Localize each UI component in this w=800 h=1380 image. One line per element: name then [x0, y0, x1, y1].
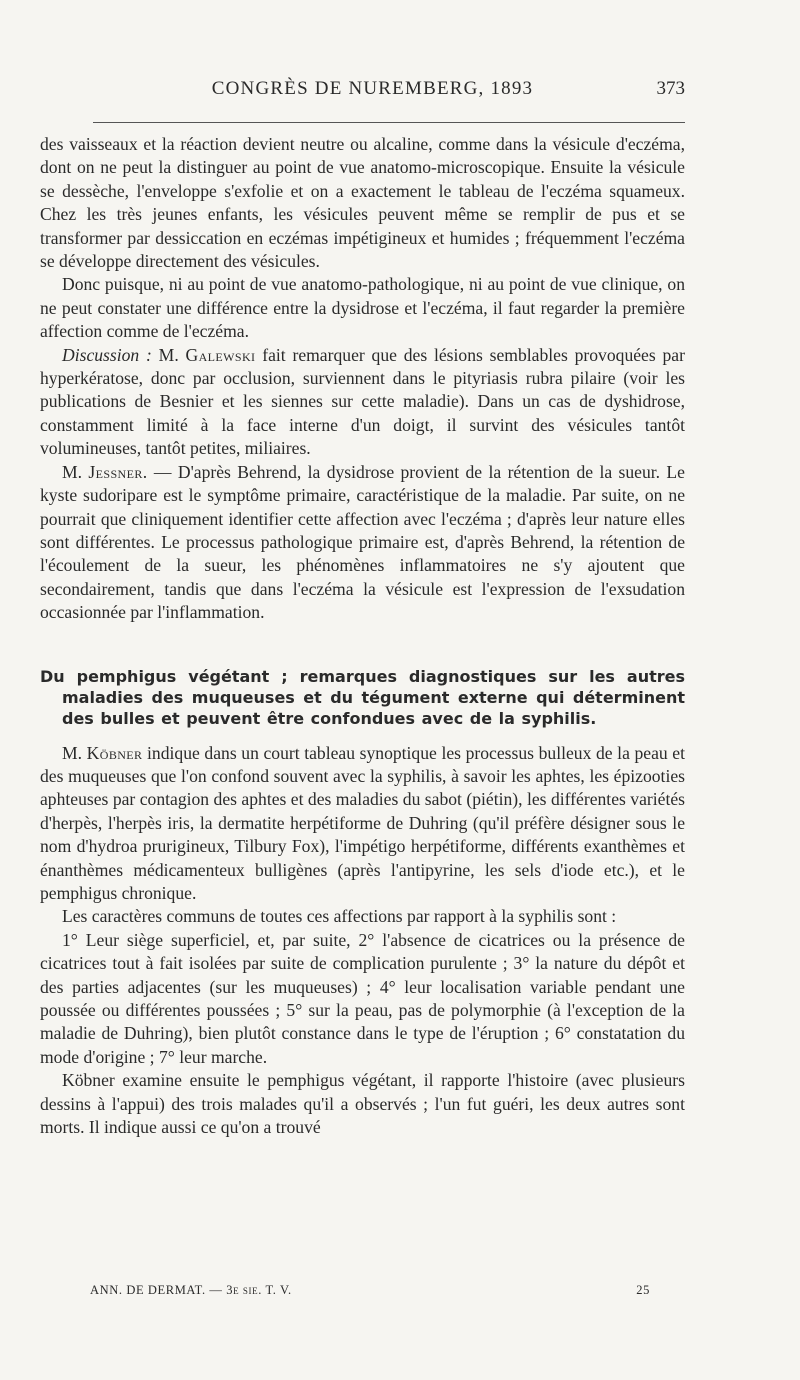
speaker-name: Köbner — [86, 742, 143, 763]
paragraph: Donc puisque, ni au point de vue anatomo-pathologique, ni au point de vue clinique, on ne peut constater une différence entre la dysidrose et l'eczéma, il faut regarder la première affection comme de l'eczéma. — [40, 274, 685, 342]
paragraph-jessner — [40, 461, 685, 625]
paragraph-discussion — [40, 344, 685, 461]
paragraph-kobner — [40, 742, 685, 906]
paragraph-text: — D'après Behrend, la dysidrose provient de la rétention de la sueur. Le kyste sudoripare est le symptôme primaire, caractéristique de la maladie. Par suite, on ne pourrait que cliniquement identifier cette affection avec l'eczéma ; d'après leur nature elles sont différentes. Le processus pathologique primaire est, d'après Behrend, la rétention de l'écoulement de la sueur, les phénomènes inflammatoires ne s'y ajoutent que secondairement, tandis que dans l'eczéma la vésicule est l'expression de l'exsudation occasionnée par l'inflammation. — [40, 461, 685, 623]
speaker-name: Galewski — [185, 344, 256, 365]
section-pemphigus — [40, 742, 685, 1140]
running-header — [40, 78, 685, 122]
section-dysidrose — [40, 133, 685, 625]
speaker-name: Jessner. — [88, 461, 148, 482]
page-footer — [90, 1283, 650, 1298]
speaker-prefix: M. — [62, 742, 83, 763]
running-title: CONGRÈS DE NUREMBERG, 1893 — [211, 78, 534, 99]
paragraph-list: 1° Leur siège superficiel, et, par suite, 2° l'absence de cicatrices ou la présence de cicatrices tout à fait isolées par suite de complication purulente ; 3° la nature du dépôt et des parties adjacentes (sur les muqueuses) ; 4° leur localisation variable pendant une poussée ou différentes poussées ; 5° sur la peau, pas de polymorphie (à l'exception de la maladie de Duhring), bien plutôt constance dans le type de l'éruption ; 6° constatation du mode d'origine ; 7° leur marche. — [40, 929, 685, 1067]
section-heading: Du pemphigus végétant ; remarques diagnostiques sur les autres maladies des muqueuses et du tégument externe qui déterminent des bulles et peuvent être confondues avec de la syphilis. — [40, 666, 685, 728]
paragraph-text: indique dans un court tableau synoptique les processus bulleux de la peau et des muqueuses que l'on confond souvent avec la syphilis, à savoir les aphtes, les épizooties aphteuses par contagion des aphtes et des maladies du sabot (piétin), les différentes variétés d'herpès, l'herpès iris, la dermatite herpétiforme de Duhring (qu'il préfère désigner sous le nom d'hydroa prurigineux, Tilbury Fox), l'impétigo herpétiforme, différents exanthèmes et énanthèmes médicamenteux bulligènes (après l'antipyrine, les sels d'iode etc.), et le pemphigus chronique. — [40, 742, 685, 903]
paragraph: Les caractères communs de toutes ces affections par rapport à la syphilis sont : — [62, 906, 617, 927]
discussion-label: Discussion : — [62, 344, 152, 365]
paragraph: des vaisseaux et la réaction devient neutre ou alcaline, comme dans la vésicule d'eczéma, dont on ne peut la distinguer au point de vue anatomo-microscopique. Ensuite la vésicule se dessèche, l'enveloppe s'exfolie et on a exactement le tableau de l'eczéma squameux. Chez les très jeunes enfants, les vésicules peuvent même se remplir de pus et se transformer par dessiccation en eczémas impétigineux et humides ; fréquemment l'eczéma se développe directement des vésicules. — [40, 134, 685, 272]
header-rule — [93, 122, 685, 123]
paragraph: Köbner examine ensuite le pemphigus végétant, il rapporte l'histoire (avec plusieurs dessins à l'appui) des trois malades qu'il a observés ; l'un fut guéri, les deux autres sont morts. Il indique aussi ce qu'on a trouvé — [40, 1070, 685, 1138]
page-number: 373 — [656, 78, 685, 99]
book-page — [40, 78, 685, 1139]
gathering-number: 25 — [636, 1283, 650, 1297]
journal-signature: ANN. DE DERMAT. — 3e sie. T. V. — [90, 1283, 292, 1297]
paragraph-text: fait remarquer que des lésions semblables provoquées par hyperkératose, donc par occlusion, surviennent dans le pityriasis rubra pilaire (voir les publications de Besnier et les siennes sur cette maladie). Dans un cas de dyshidrose, constamment limité à la face interne d'un doigt, il survint des vésicules tantôt volumineuses, tantôt petites, miliaires. — [40, 344, 685, 459]
speaker-prefix: M. — [62, 461, 83, 482]
speaker-prefix: M. — [158, 344, 179, 365]
